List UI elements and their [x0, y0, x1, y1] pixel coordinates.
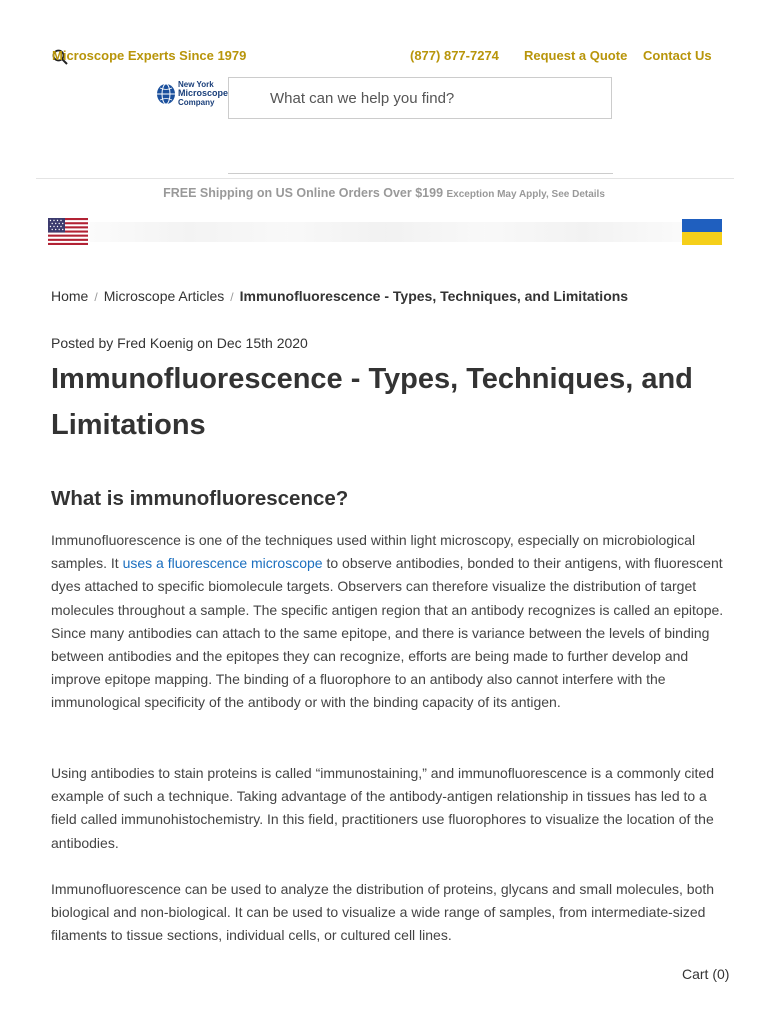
banner-strip	[90, 222, 682, 242]
posted-by: Posted by Fred Koenig on Dec 15th 2020	[51, 335, 308, 351]
paragraph-1-start: Immunofluorescence is one of the techniques used within light microscopy, especially on microbiological samples. It	[51, 532, 696, 572]
logo-line-3: Company	[178, 98, 215, 107]
breadcrumb-articles[interactable]: Microscope Articles	[103, 288, 225, 304]
site-logo[interactable]	[156, 80, 230, 110]
article-paragraph-1	[51, 529, 726, 715]
shipping-promo[interactable]	[0, 186, 768, 200]
header-divider	[36, 178, 734, 179]
shipping-text: FREE Shipping on US Online Orders Over $199	[163, 186, 444, 200]
breadcrumb-separator: /	[230, 290, 234, 304]
search-underline	[228, 173, 613, 174]
breadcrumb-home[interactable]: Home	[51, 288, 89, 304]
breadcrumb-current: Immunofluorescence - Types, Techniques, and Limitations	[239, 288, 629, 304]
ukraine-flag-icon	[682, 219, 722, 245]
shipping-note[interactable]: Exception May Apply, See Details	[446, 189, 605, 200]
fluorescence-microscope-link[interactable]: uses a fluorescence microscope	[122, 555, 323, 572]
paragraph-1-rest: to observe antibodies, bonded to their antigens, with fluorescent dyes attached to specific biomolecule targets. Observers can therefore visualize the distribution of target molecules throughout a sample. The specific antigen region that an antibody recognizes is called an epitope. Since many antibodies can attach to the same epitope, and there is variance between the levels of binding between antibodies and the epitopes they can recognize, efforts are being made to further develop and improve epitope mapping. The binding of a fluorophore to an antibody also cannot interfere with the immunological specificity of the antibody or with the binding capacity of its antigen.	[51, 555, 724, 711]
tagline: Microscope Experts Since 1979	[52, 48, 247, 63]
cart-button[interactable]: Cart (0)	[682, 966, 730, 982]
logo-line-1: New York	[178, 80, 214, 89]
article-paragraph-3: Immunofluorescence can be used to analyze the distribution of proteins, glycans and small molecules, both biological and non-biological. It can be used to visualize a wide range of samples, from intermediate-sized filaments to tissue sections, individual cells, or cultured cell lines.	[51, 881, 715, 944]
section-heading: What is immunofluorescence?	[51, 487, 349, 510]
search-input[interactable]	[228, 77, 612, 119]
breadcrumb	[51, 288, 628, 304]
globe-logo-icon	[156, 82, 176, 106]
page-title: Immunofluorescence - Types, Techniques, and Limitations	[51, 363, 693, 441]
article-paragraph-2: Using antibodies to stain proteins is called “immunostaining,” and immunofluorescence is a commonly cited example of such a technique. Taking advantage of the antibody-antigen relationship in tissues has led to a field called immunohistochemistry. In this field, practitioners use fluorophores to visualize the location of the antibodies.	[51, 765, 714, 851]
logo-line-2: Microscope	[178, 88, 229, 98]
contact-us-link[interactable]: Contact Us	[643, 48, 712, 63]
phone-link[interactable]: (877) 877-7274	[410, 48, 499, 63]
request-quote-link[interactable]: Request a Quote	[524, 48, 628, 63]
us-flag-icon	[48, 218, 88, 245]
breadcrumb-separator: /	[94, 290, 98, 304]
